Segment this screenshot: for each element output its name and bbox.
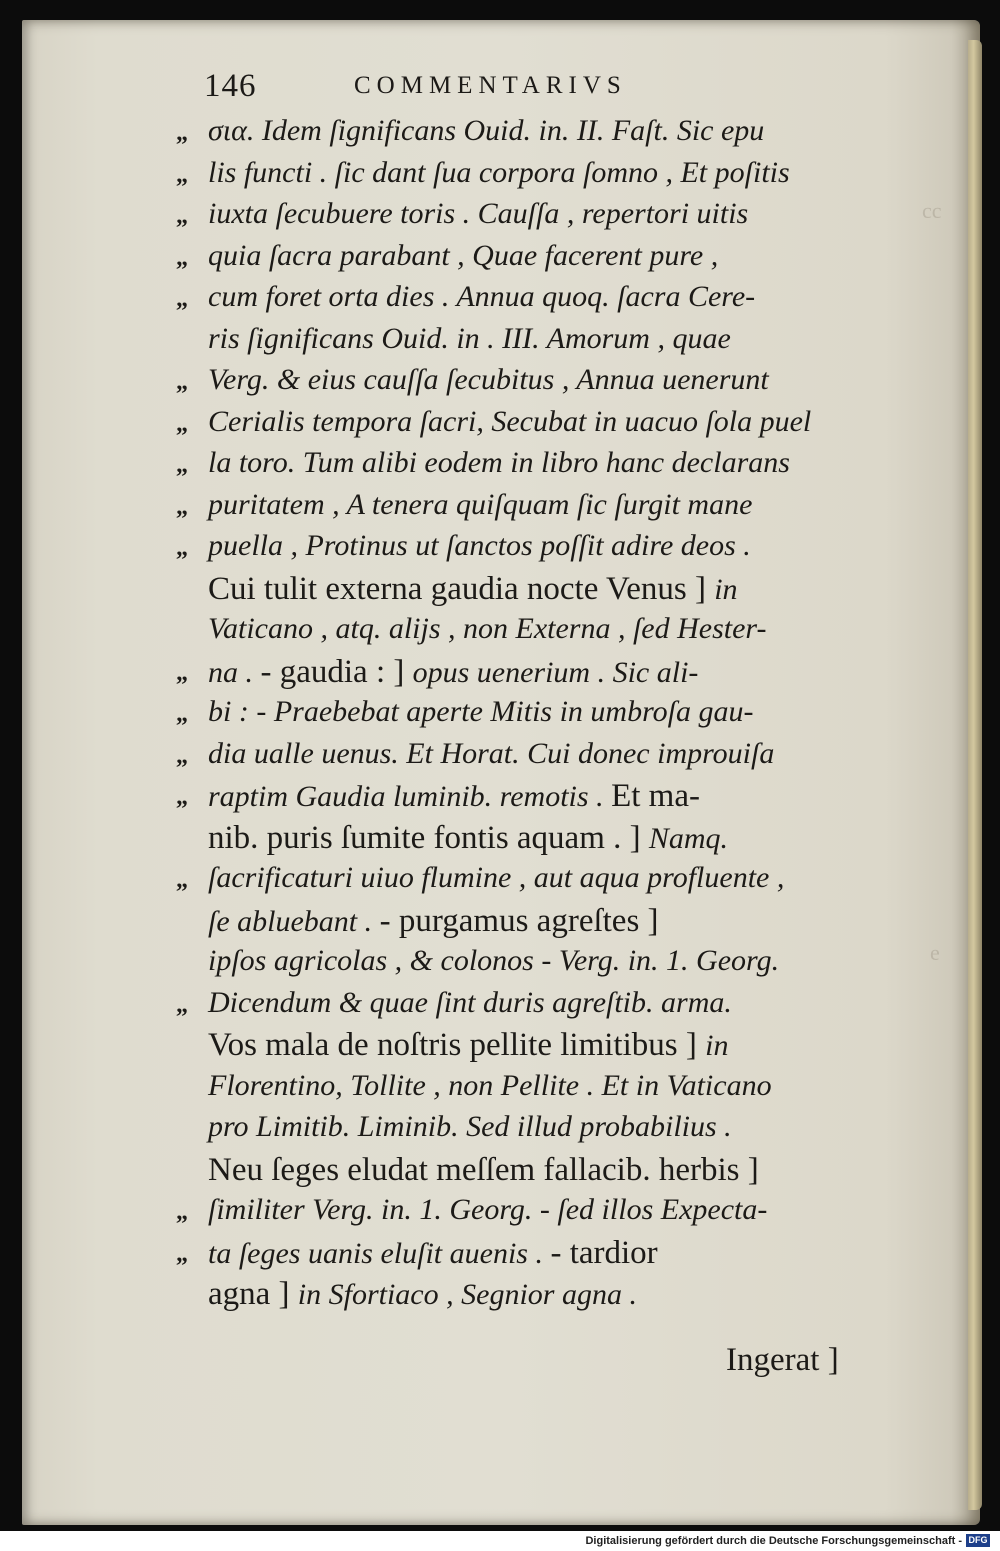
line-text	[208, 1276, 637, 1313]
commentary-text: ſimiliter Verg. in. 1. Georg. - ſed illos Expecta-	[208, 1193, 768, 1226]
line-text	[208, 1235, 658, 1272]
bleed-through-mark: cc	[922, 198, 942, 223]
commentary-text: la toro. Tum alibi eodem in libro hanc declarans	[208, 446, 790, 479]
dfg-logo: DFG	[966, 1534, 990, 1547]
text-line	[0, 1272, 1000, 1320]
catchword: Ingerat ]	[726, 1342, 839, 1378]
line-text	[208, 944, 779, 978]
quotation-mark: „	[176, 701, 186, 727]
line-text	[208, 239, 718, 273]
commentary-text: ta ſeges uanis eluſit auenis .	[208, 1236, 551, 1270]
commentary-text: puella , Protinus ut ſanctos poſſit adire deos .	[208, 529, 751, 562]
quotation-mark: „	[176, 369, 186, 395]
line-text	[208, 571, 738, 608]
commentary-text: Dicendum & quae ſint duris agreſtib. arma.	[208, 985, 732, 1019]
line-text	[208, 156, 790, 190]
commentary-text: Namq.	[648, 821, 729, 855]
lemma-text: agna ]	[208, 1276, 298, 1312]
line-text	[208, 1027, 728, 1064]
line-text	[208, 446, 790, 480]
lemma-text: nib. puris ſumite fontis aquam . ]	[208, 819, 649, 856]
quotation-mark: „	[176, 867, 186, 893]
commentary-text: raptim Gaudia luminib. remotis .	[208, 780, 612, 813]
quotation-mark: „	[176, 1240, 186, 1267]
line-text	[208, 1110, 732, 1144]
commentary-text: cum foret orta dies . Annua quoq. ſacra Cere-	[208, 280, 756, 313]
quotation-mark: „	[176, 410, 186, 437]
quotation-mark: „	[176, 244, 186, 271]
commentary-text: in	[705, 1029, 729, 1062]
digitization-credit: Digitalisierung gefördert durch die Deutsche Forschungsgemeinschaft -	[585, 1535, 962, 1547]
commentary-text: Vaticano , atq. alijs , non Externa , ſed Hester-	[208, 612, 767, 645]
quotation-mark: „	[176, 452, 186, 478]
commentary-text: in	[714, 572, 738, 606]
quotation-mark: „	[176, 493, 186, 520]
line-text	[208, 695, 753, 729]
line-text	[208, 405, 811, 439]
commentary-text: σια. Idem ſignificans Ouid. in. II. Faſt. Sic epu	[208, 114, 765, 147]
quotation-mark: „	[176, 991, 186, 1018]
line-text	[208, 197, 748, 231]
line-text	[208, 820, 728, 857]
commentary-text: ſacrificaturi uiuo flumine , aut aqua profluente ,	[208, 861, 785, 894]
lemma-text: - tardior	[550, 1234, 658, 1271]
line-text	[208, 612, 767, 646]
line-text	[208, 986, 732, 1020]
bleed-through-mark: e	[930, 940, 940, 965]
lemma-text: Vos mala de noſtris pellite limitibus ]	[208, 1027, 706, 1063]
commentary-text: dia ualle uenus. Et Horat. Cui donec improuiſa	[208, 736, 775, 770]
line-text	[208, 114, 764, 148]
commentary-text: bi : - Praebebat aperte Mitis in umbroſa gau-	[208, 695, 754, 728]
commentary-text: lis functi . ſic dant ſua corpora ſomno , Et poſitis	[208, 155, 790, 189]
line-text	[208, 861, 784, 895]
commentary-text: na .	[208, 655, 261, 689]
line-text	[208, 363, 769, 397]
commentary-text: ipſos agricolas , & colonos - Verg. in. 1. Georg.	[208, 944, 780, 977]
quotation-mark: „	[176, 286, 186, 312]
line-text	[208, 1152, 759, 1189]
quotation-mark: „	[176, 203, 186, 229]
quotation-mark: „	[176, 742, 186, 769]
commentary-text: iuxta ſecubuere toris . Cauſſa , repertori uitis	[208, 197, 749, 230]
line-text	[208, 1069, 772, 1103]
lemma-text: Cui tulit externa gaudia nocte Venus ]	[208, 570, 715, 607]
line-text	[208, 322, 731, 356]
line-text	[208, 903, 659, 940]
quotation-mark: „	[176, 120, 186, 146]
lemma-text: Et ma-	[611, 778, 700, 814]
line-text	[208, 737, 774, 771]
lemma-text: Neu ſeges eludat meſſem fallacib. herbis ]	[208, 1151, 759, 1188]
line-text	[208, 654, 698, 691]
commentary-text: quia ſacra parabant , Quae facerent pure ,	[208, 238, 719, 272]
line-text	[208, 778, 700, 815]
commentary-text: ſe abluebant .	[208, 904, 380, 938]
commentary-text: puritatem , A tenera quiſquam ſic ſurgit mane	[208, 487, 753, 521]
quotation-mark: „	[176, 1199, 186, 1225]
quotation-mark: „	[176, 784, 186, 810]
commentary-text: Verg. & eius cauſſa ſecubitus , Annua uenerunt	[208, 363, 769, 396]
quotation-mark: „	[176, 535, 186, 561]
commentary-text: in Sfortiaco , Segnior agna .	[297, 1278, 637, 1311]
running-head: COMMENTARIVS	[354, 72, 627, 99]
line-text	[208, 529, 751, 563]
commentary-text: ris ſignificans Ouid. in . III. Amorum , quae	[208, 321, 731, 355]
quotation-mark: „	[176, 161, 186, 188]
line-text	[208, 1193, 767, 1227]
line-text	[208, 280, 755, 314]
commentary-text: pro Limitib. Liminib. Sed illud probabilius .	[208, 1110, 732, 1143]
commentary-text: Florentino, Tollite , non Pellite . Et in Vaticano	[208, 1068, 772, 1102]
page-number: 146	[204, 68, 257, 104]
lemma-text: - gaudia : ]	[260, 653, 413, 690]
line-text	[208, 488, 752, 522]
quotation-mark: „	[176, 659, 186, 686]
commentary-text: Cerialis tempora ſacri, Secubat in uacuo ſola puel	[208, 404, 812, 438]
commentary-text: opus uenerium . Sic ali-	[412, 655, 699, 689]
lemma-text: - purgamus agreſtes ]	[379, 902, 659, 939]
